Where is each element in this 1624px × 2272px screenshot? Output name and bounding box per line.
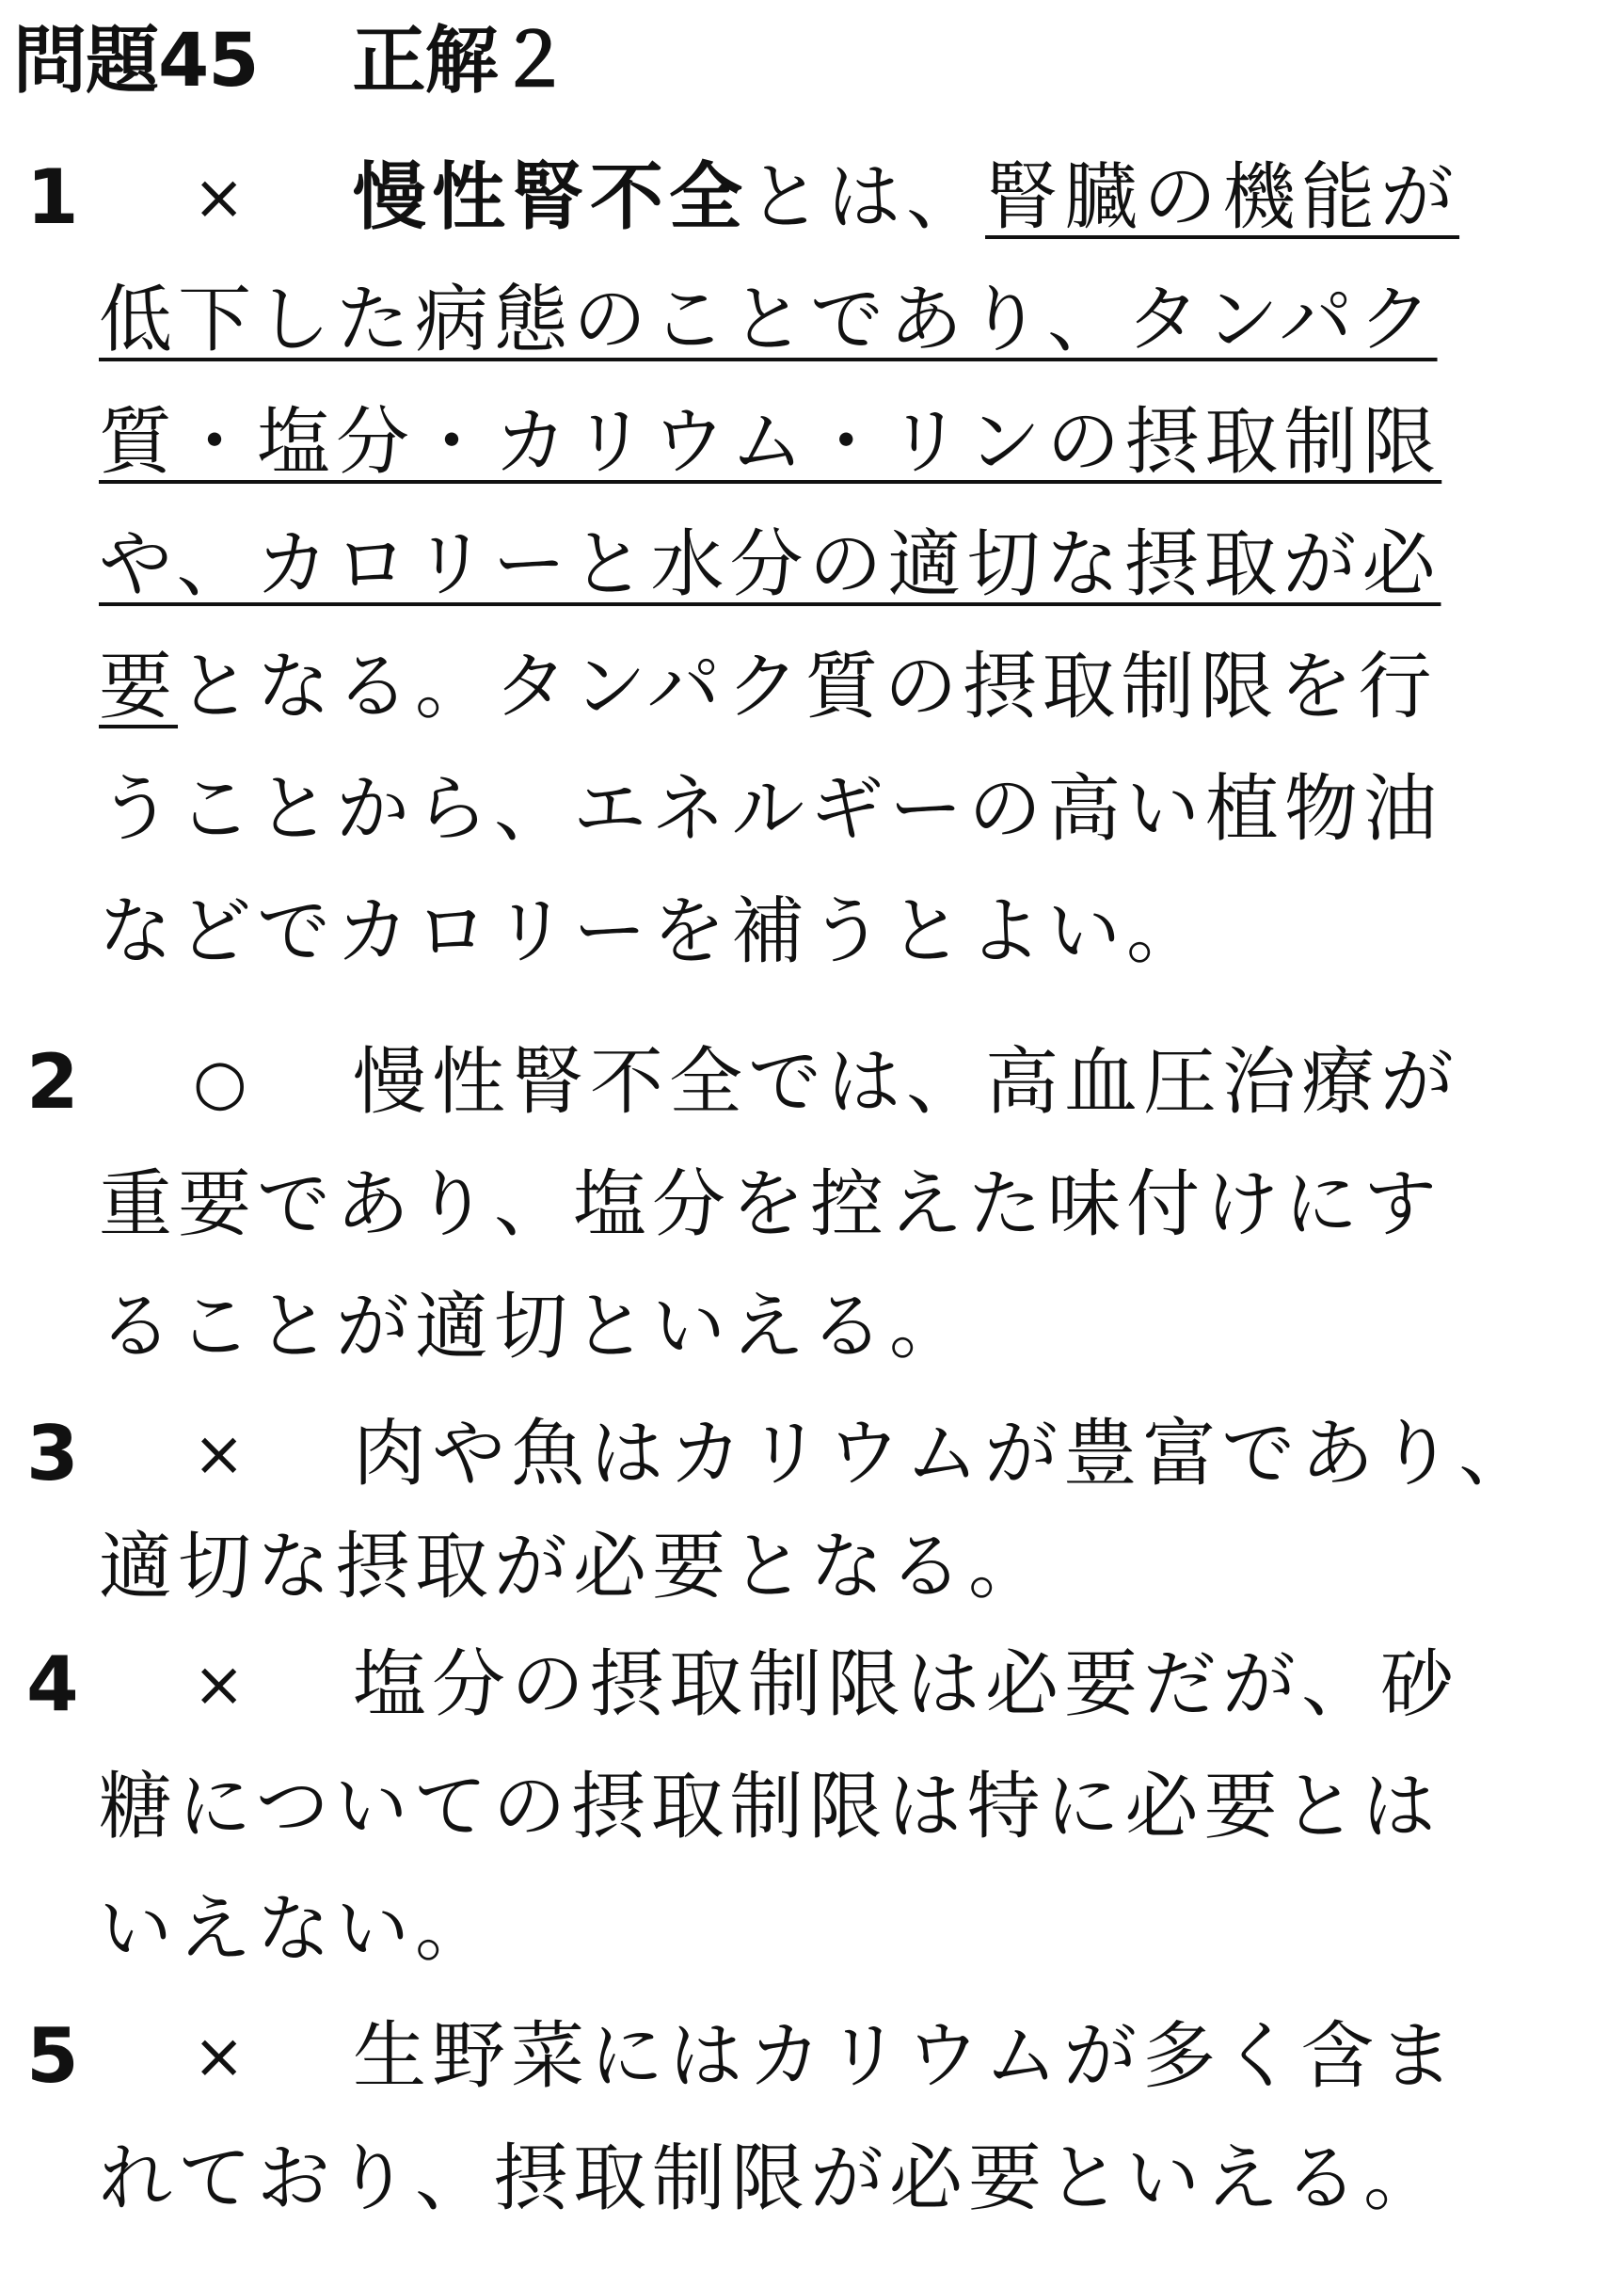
- text-fragment: とは、: [748, 155, 986, 240]
- explanation-line: [99, 626, 1438, 748]
- explanation-line: 重要であり、塩分を控えた味付けにす: [99, 1162, 1443, 1247]
- item-number: 3: [26, 1410, 79, 1497]
- cross-mark: ×: [193, 161, 246, 233]
- item-number: 4: [26, 1640, 79, 1728]
- explanation-line: [353, 136, 1459, 259]
- explanation-line: うことから、エネルギーの高い植物油: [99, 767, 1443, 852]
- item-number: 1: [26, 153, 79, 241]
- item-number: 2: [26, 1038, 79, 1126]
- explanation-line: や、カロリーと水分の適切な摂取が必: [99, 522, 1441, 607]
- explanation-line: 質・塩分・カリウム・リンの摂取制限: [99, 400, 1442, 485]
- explanation-line: 適切な摂取が必要となる。: [99, 1525, 1048, 1609]
- cross-mark: ×: [193, 1648, 246, 1720]
- key-term: 慢性腎不全: [353, 155, 749, 240]
- item-number: 5: [26, 2012, 79, 2100]
- correct-answer: 正解２: [352, 19, 570, 104]
- explanation-line: ることが適切といえる。: [99, 1285, 969, 1369]
- explanation-line: いえない。: [99, 1887, 495, 1972]
- circle-mark: ○: [193, 1046, 247, 1118]
- explanation-line: などでカロリーを補うとよい。: [99, 889, 1206, 974]
- page-title: [13, 9, 570, 113]
- cross-mark: ×: [193, 1417, 246, 1490]
- text-fragment: となる。タンパク質の摂取制限を行: [178, 645, 1438, 729]
- explanation-line: 生野菜にはカリウムが多く含ま: [353, 2014, 1459, 2099]
- underlined-text: 腎臓の機能が: [985, 155, 1460, 240]
- problem-number: 問題45: [13, 19, 259, 104]
- explanation-line: 慢性腎不全では、高血圧治療が: [353, 1040, 1460, 1125]
- explanation-line: 塩分の摂取制限は必要だが、砂: [353, 1642, 1460, 1727]
- explanation-line: 低下した病態のことであり、タンパク: [99, 278, 1438, 362]
- explanation-line: 糖についての摂取制限は特に必要とは: [99, 1765, 1441, 1849]
- cross-mark: ×: [193, 2020, 246, 2092]
- underlined-text: 要: [99, 645, 179, 729]
- explanation-line: 肉や魚はカリウムが豊富であり、: [353, 1412, 1538, 1496]
- explanation-line: れており、摂取制限が必要といえる。: [99, 2136, 1443, 2221]
